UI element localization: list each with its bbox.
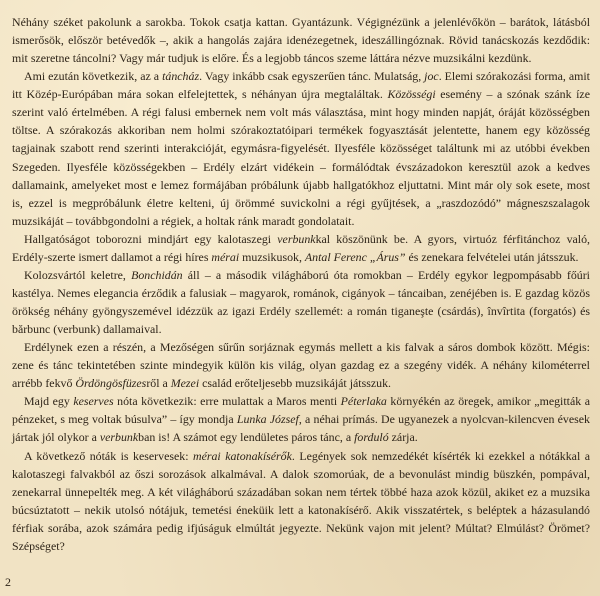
- paragraph: [12, 67, 590, 230]
- text-run: környékén az öregek, amikor „megitták a pénzeket, s meg voltak búsulva” – így mondja: [12, 394, 590, 427]
- italic-text: Antal Ferenc „Árus”: [304, 249, 406, 264]
- italic-text: joc: [424, 69, 439, 84]
- paragraph: [12, 447, 590, 555]
- text-run: ban is! A számot egy lendületes páros tánc, a: [138, 430, 355, 445]
- text-run: nóta következik: erre mulattak a Maros menti: [113, 394, 341, 409]
- italic-text: mérai katonakísérők: [192, 448, 292, 463]
- italic-text: Péterlaka: [340, 394, 387, 409]
- text-run: Erdélynek ezen a részén, a Mezőségen sűrűn sorjáznak egymás mellett a kis falvak a sáros dombok között. Mégis: zene és tánc tekintetében szinte mindegyik külön kis világ, olyan gazdag ez a szegény vidék. A néhány kilométerrel arrébb fekvő: [12, 340, 590, 391]
- text-run: esemény – a szónak szánk íze szerint való értelmében. A régi falusi embernek nem volt más választása, mint hogy minden napját, óráját közösségben töltse. A szórakozás akkoriban nem holmi szórakoztatóipari termékek fogyasztását jelentette, hanem egy közösség tagjainak szabott rend szerinti interakcióját, egymásra-figyelését. Ilyesféle közösséget találtunk mi az utóbbi években Szegeden. Ilyesféle közösségekben – Erdély elzárt vidékein – formálódtak évszázadokon keresztül azok a kedves dallamaink, amelyeket most e lemez formájában próbálunk újabb hallgatókhoz eljuttatni. Mint már oly sok esete, most is, ezzel is megpróbálunk életre kelteni, új örömmé suvickolni a régi gyűjtések, a „raszdozódó” mágneszszalagok muzsikáját – továbbgondolni a régiek, a holtak ránk maradt gondolatait.: [12, 87, 590, 228]
- italic-text: Lunka József: [236, 412, 299, 427]
- text-run: Majd egy: [24, 394, 74, 409]
- text-run: A következő nóták is keservesek:: [24, 448, 193, 463]
- italic-text: keserves: [73, 394, 114, 409]
- text-run: zárja.: [388, 430, 418, 445]
- text-run: . Legények sok nemzedékét kísérték ki ezekkel a nótákkal a kalotaszegi falvakból az őszi sorozások alkalmával. A dalok szomorúak, de a bevonulást mindig büszkén, pompával, zenekarral ünnepelték meg. A két világháború századában sokan nem tértek többé haza azok közül, akiket ez a muzsika búcsúztatott – nekik utolsó nótájuk, temetési éneküik lett a katonakísérő. Akik visszatértek, s beléptek a házasulandó férfiak sorába, azok számára pedig ifjúságuk elmúltát jegyezte. Nekünk vajon mit jelent? Múltat? Elmúlást? Örömet? Szépséget?: [12, 448, 590, 553]
- text-run: muzsikusok,: [239, 249, 305, 264]
- paragraph: [12, 266, 590, 338]
- text-run: Kolozsvártól keletre,: [24, 267, 132, 282]
- italic-text: táncház: [162, 69, 200, 84]
- italic-text: forduló: [354, 430, 389, 445]
- text-run: , a néhai prímás. De ugyanezek a nyolcvan-kilencven évesek jártak jól olykor a: [12, 412, 590, 445]
- italic-text: mérai: [211, 249, 240, 264]
- italic-text: Ördöngösfüzes: [75, 376, 147, 391]
- italic-text: verbunk: [277, 231, 316, 246]
- text-run: . Elemi szórakozási forma, amit itt Közép-Európában mára sokan elfelejtettek, s néhányan újra megtaláltak.: [12, 69, 590, 102]
- text-run: . Vagy inkább csak egyszerűen tánc. Mulatság,: [199, 69, 425, 84]
- page-number: 2: [5, 575, 11, 589]
- paragraph: [12, 230, 590, 266]
- paragraph: [12, 13, 590, 67]
- text-run: Ami ezután következik, az a: [24, 69, 163, 84]
- text-run: és zenekara felvételei után játsszuk.: [405, 249, 579, 264]
- italic-text: Bonchidán: [131, 267, 183, 282]
- italic-text: verbunk: [99, 430, 139, 445]
- text-run: Néhány széket pakolunk a sarokba. Tokok csatja kattan. Gyantázunk. Végignézünk a jelenlévőkön – barátok, látásból ismerősök, először betévedők –, akik a hangolás zajára idenézegetnek, ideszállingóznak. Rövid tanácskozás kezdődik: mit szeretne táncolni? Vagy már tudjuk is előre. És a legjobb táncos szeme láttára nézve muzsikálni kezdünk.: [12, 15, 590, 66]
- paragraph: [12, 338, 590, 392]
- italic-text: Mezei: [170, 376, 200, 391]
- text-run: kal köszönünk be. A gyors, virtuóz férfitánchoz való, Erdély-szerte ismert dallamot a régi híres: [12, 231, 591, 264]
- text-run: Hallgatóságot toborozni mindjárt egy kalotaszegi: [24, 231, 278, 246]
- liner-notes-text: [12, 13, 590, 555]
- paragraph: [12, 392, 590, 446]
- text-run: család erőteljesebb muzsikáját játsszuk.: [199, 376, 391, 391]
- italic-text: Közösségi: [387, 87, 436, 102]
- text-run: áll – a második világháború óta romokban – Erdély egykor legpompásabb főúri kastélya. Nemes elegancia érződik a falusiak – magyarok, románok, cigányok – táncaiban, zenéjében is. E gazdag közös örökség néhány gyöngyszemével idézzük az igazi Erdély szellemét: a román tiganeşte (csárdás), învîrtita (forgatós) és bărbunc (verbunk) dallamaival.: [12, 267, 590, 337]
- text-run: ről a: [146, 376, 171, 391]
